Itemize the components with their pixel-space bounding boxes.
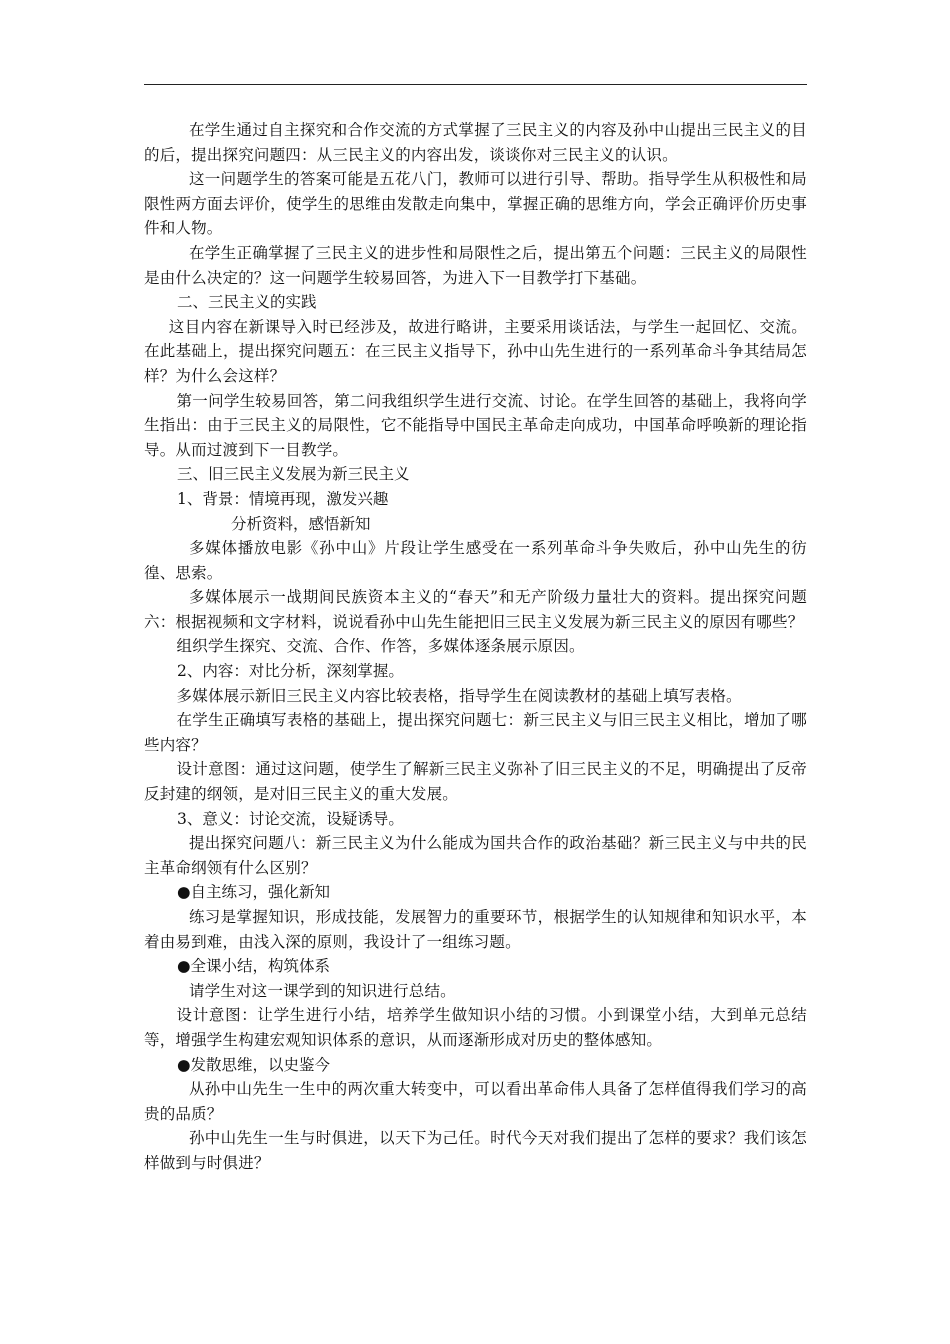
subsection-heading: 分析资料，感悟新知 — [231, 514, 371, 533]
paragraph: 练习是掌握知识，形成技能，发展智力的重要环节，根据学生的认知规律和知识水平，本着由易到难，由浅入深的原则，我设计了一组练习题。 — [144, 908, 807, 951]
bullet-heading: ●发散思维，以史鉴今 — [177, 1055, 331, 1074]
paragraph: 组织学生探究、交流、合作、作答，多媒体逐条展示原因。 — [176, 637, 585, 656]
paragraph: 多媒体播放电影《孙中山》片段让学生感受在一系列革命斗争失败后，孙中山先生的彷徨、思索。 — [144, 539, 807, 582]
section-heading: 三、旧三民主义发展为新三民主义 — [177, 465, 410, 484]
paragraph: 在学生正确填写表格的基础上，提出探究问题七：新三民主义与旧三民主义相比，增加了哪些内容？ — [144, 711, 807, 754]
paragraph: 第一问学生较易回答，第二问我组织学生进行交流、讨论。在学生回答的基础上，我将向学生指出：由于三民主义的局限性，它不能指导中国民主革命走向成功，中国革命呼唤新的理论指导。从而过渡到下一目教学。 — [144, 391, 807, 459]
document-body — [144, 118, 807, 1176]
paragraph: 请学生对这一课学到的知识进行总结。 — [188, 981, 456, 1000]
paragraph: 这一问题学生的答案可能是五花八门，教师可以进行引导、帮助。指导学生从积极性和局限性两方面去评价，使学生的思维由发散走向集中，掌握正确的思维方向，学会正确评价历史事件和人物。 — [144, 170, 807, 238]
paragraph: 多媒体展示一战期间民族资本主义的“春天”和无产阶级力量壮大的资料。提出探究问题六：根据视频和文字材料，说说看孙中山先生能把旧三民主义发展为新三民主义的原因有哪些？ — [144, 588, 807, 631]
paragraph: 设计意图：让学生进行小结，培养学生做知识小结的习惯。小到课堂小结，大到单元总结等，增强学生构建宏观知识体系的意识，从而逐渐形成对历史的整体感知。 — [144, 1006, 807, 1049]
paragraph: 在学生通过自主探究和合作交流的方式掌握了三民主义的内容及孙中山提出三民主义的目的后，提出探究问题四：从三民主义的内容出发，谈谈你对三民主义的认识。 — [144, 121, 807, 164]
bullet-heading: ●自主练习，强化新知 — [177, 883, 331, 902]
subsection-heading: 3、意义：讨论交流，设疑诱导。 — [177, 809, 404, 828]
paragraph: 多媒体展示新旧三民主义内容比较表格，指导学生在阅读教材的基础上填写表格。 — [176, 686, 742, 705]
paragraph: 孙中山先生一生与时俱进，以天下为己任。时代今天对我们提出了怎样的要求？我们该怎样做到与时俱进？ — [144, 1129, 807, 1172]
subsection-heading: 2、内容：对比分析，深刻掌握。 — [177, 662, 404, 681]
header-rule — [144, 84, 807, 85]
paragraph: 设计意图：通过这问题，使学生了解新三民主义弥补了旧三民主义的不足，明确提出了反帝反封建的纲领，是对旧三民主义的重大发展。 — [144, 760, 807, 804]
bullet-heading: ●全课小结，构筑体系 — [177, 957, 331, 976]
section-heading: 二、三民主义的实践 — [177, 293, 317, 312]
subsection-heading: 1、背景：情境再现，激发兴趣 — [177, 489, 389, 508]
paragraph: 这目内容在新课导入时已经涉及，故进行略讲，主要采用谈话法，与学生一起回忆、交流。在此基础上，提出探究问题五：在三民主义指导下，孙中山先生进行的一系列革命斗争其结局怎样？为什么会这样？ — [144, 317, 807, 385]
paragraph: 提出探究问题八：新三民主义为什么能成为国共合作的政治基础？新三民主义与中共的民主革命纲领有什么区别？ — [144, 834, 807, 877]
paragraph: 在学生正确掌握了三民主义的进步性和局限性之后，提出第五个问题：三民主义的局限性是由什么决定的？这一问题学生较易回答，为进入下一目教学打下基础。 — [144, 243, 807, 287]
paragraph: 从孙中山先生一生中的两次重大转变中，可以看出革命伟人具备了怎样值得我们学习的高贵的品质？ — [144, 1080, 807, 1123]
